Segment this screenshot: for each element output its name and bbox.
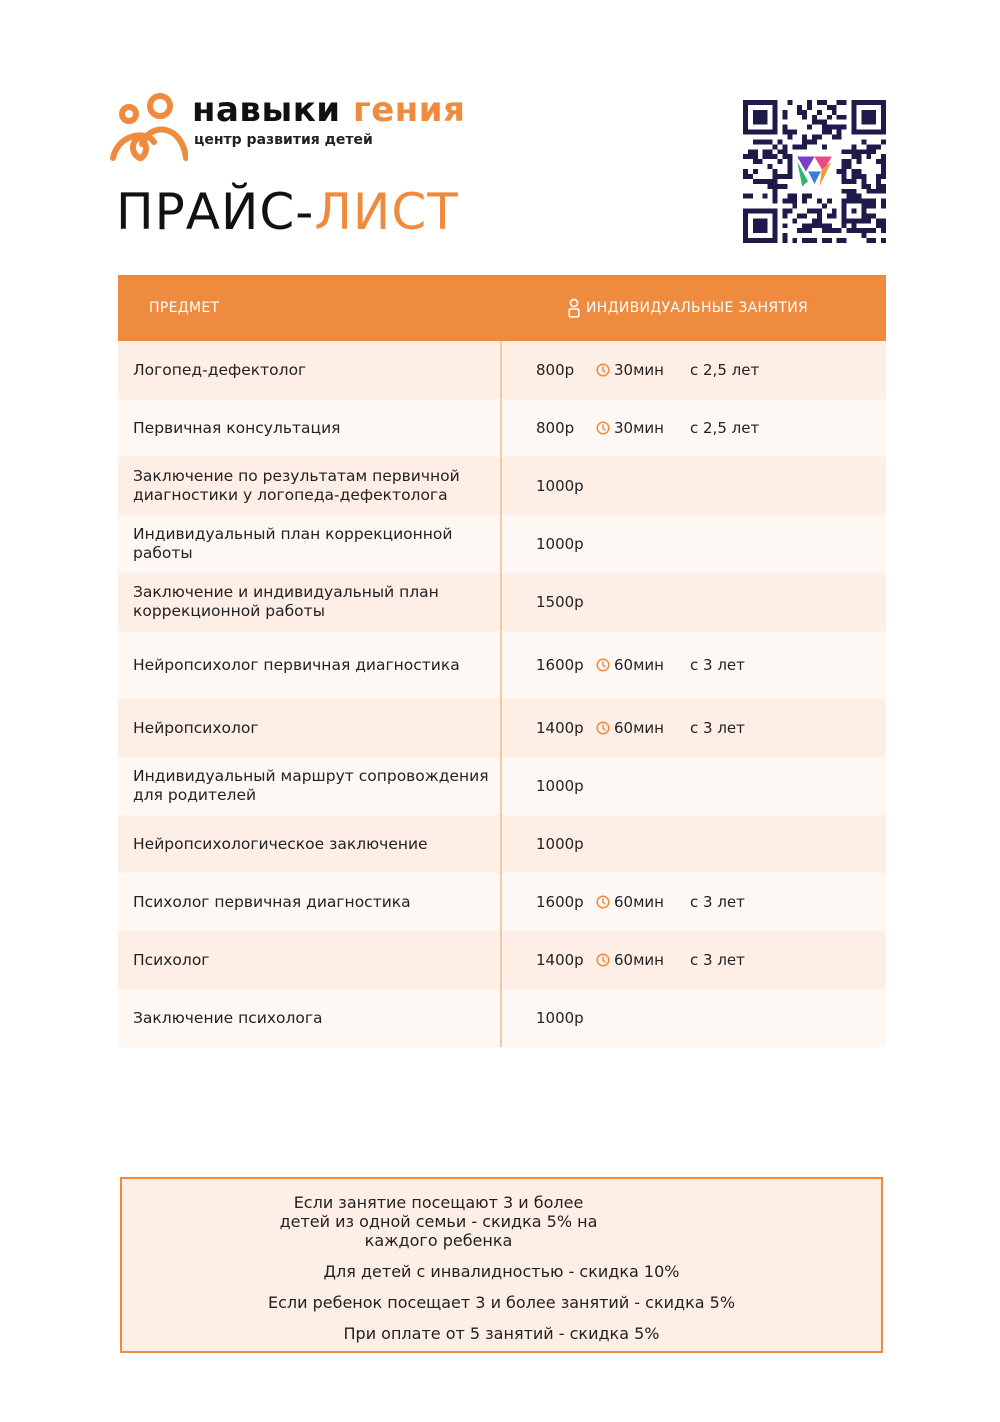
duration <box>596 951 690 969</box>
brand-subtitle: центр развития детей <box>194 132 373 148</box>
cell-individual <box>502 873 886 931</box>
age: с 3 лет <box>690 951 745 969</box>
page-title <box>116 184 459 240</box>
table-row <box>118 515 886 573</box>
price: 1000р <box>536 1009 584 1027</box>
price: 800р <box>536 361 575 379</box>
cell-individual <box>502 757 886 815</box>
duration-text: 30мин <box>614 361 664 379</box>
title-part2: ЛИСТ <box>314 183 459 241</box>
column-header-individual-label: ИНДИВИДУАЛЬНЫЕ ЗАНЯТИЯ <box>586 300 809 316</box>
table-row <box>118 341 886 399</box>
clock-icon <box>596 721 610 735</box>
person-icon <box>568 298 580 318</box>
age: с 3 лет <box>690 656 745 674</box>
price: 1600р <box>536 893 584 911</box>
cell-individual <box>502 989 886 1047</box>
cell-individual <box>502 399 886 457</box>
cell-individual <box>502 631 886 699</box>
duration-text: 60мин <box>614 893 664 911</box>
table-body <box>118 341 886 1047</box>
cell-subject: Заключение и индивидуальный план коррекционной работы <box>118 573 502 631</box>
discount-line: Если занятие посещают 3 и более детей из одной семьи - скидка 5% на каждого ребенка <box>279 1193 598 1250</box>
brand-name-part2: гения <box>352 90 466 130</box>
price: 1000р <box>536 477 584 495</box>
clock-icon <box>596 953 610 967</box>
table-row <box>118 989 886 1047</box>
table-row <box>118 757 886 815</box>
cell-individual <box>502 457 886 515</box>
cell-individual <box>502 515 886 573</box>
duration <box>596 419 690 437</box>
table-row <box>118 931 886 989</box>
duration <box>596 361 690 379</box>
cell-subject: Заключение психолога <box>118 989 502 1047</box>
logo-mark-icon <box>110 92 188 164</box>
cell-subject: Индивидуальный маршрут сопровождения для родителей <box>118 757 502 815</box>
price: 800р <box>536 419 575 437</box>
title-part1: ПРАЙС- <box>116 183 315 241</box>
age: с 3 лет <box>690 893 745 911</box>
brand-name <box>192 92 465 128</box>
discount-line: Если ребенок посещает 3 и более занятий - скидка 5% <box>267 1293 736 1312</box>
price: 1600р <box>536 656 584 674</box>
cell-subject: Нейропсихологическое заключение <box>118 815 502 873</box>
price: 1400р <box>536 951 584 969</box>
cell-subject: Нейропсихолог <box>118 699 502 757</box>
price: 1500р <box>536 593 584 611</box>
column-header-subject: ПРЕДМЕТ <box>149 300 220 316</box>
cell-subject: Заключение по результатам первичной диагностики у логопеда-дефектолога <box>118 457 502 515</box>
duration <box>596 893 690 911</box>
discount-line: При оплате от 5 занятий - скидка 5% <box>343 1324 660 1343</box>
duration <box>596 656 690 674</box>
cell-subject: Индивидуальный план коррекционной работы <box>118 515 502 573</box>
table-row <box>118 399 886 457</box>
clock-icon <box>596 658 610 672</box>
clock-icon <box>596 895 610 909</box>
qr-code-icon[interactable] <box>743 100 886 243</box>
cell-individual <box>502 573 886 631</box>
price: 1000р <box>536 835 584 853</box>
discount-line: Для детей с инвалидностью - скидка 10% <box>323 1262 680 1281</box>
cell-subject: Нейропсихолог первичная диагностика <box>118 631 502 699</box>
column-header-individual <box>502 298 886 318</box>
table-row <box>118 573 886 631</box>
table-header <box>118 275 886 341</box>
table-row <box>118 631 886 699</box>
duration-text: 60мин <box>614 719 664 737</box>
discounts-box <box>120 1177 883 1353</box>
price-table <box>118 275 886 1047</box>
cell-subject: Психолог <box>118 931 502 989</box>
age: с 2,5 лет <box>690 419 760 437</box>
cell-subject: Логопед-дефектолог <box>118 341 502 399</box>
clock-icon <box>596 363 610 377</box>
cell-individual <box>502 931 886 989</box>
cell-individual <box>502 699 886 757</box>
table-row <box>118 815 886 873</box>
table-row <box>118 457 886 515</box>
cell-individual <box>502 815 886 873</box>
age: с 3 лет <box>690 719 745 737</box>
duration-text: 60мин <box>614 951 664 969</box>
duration <box>596 719 690 737</box>
cell-subject: Первичная консультация <box>118 399 502 457</box>
age: с 2,5 лет <box>690 361 760 379</box>
cell-individual <box>502 341 886 399</box>
price: 1000р <box>536 535 584 553</box>
duration-text: 60мин <box>614 656 664 674</box>
clock-icon <box>596 421 610 435</box>
cell-subject: Психолог первичная диагностика <box>118 873 502 931</box>
brand-logo <box>110 92 465 164</box>
brand-name-part1: навыки <box>192 90 341 130</box>
table-row <box>118 699 886 757</box>
price: 1000р <box>536 777 584 795</box>
duration-text: 30мин <box>614 419 664 437</box>
table-row <box>118 873 886 931</box>
price: 1400р <box>536 719 584 737</box>
